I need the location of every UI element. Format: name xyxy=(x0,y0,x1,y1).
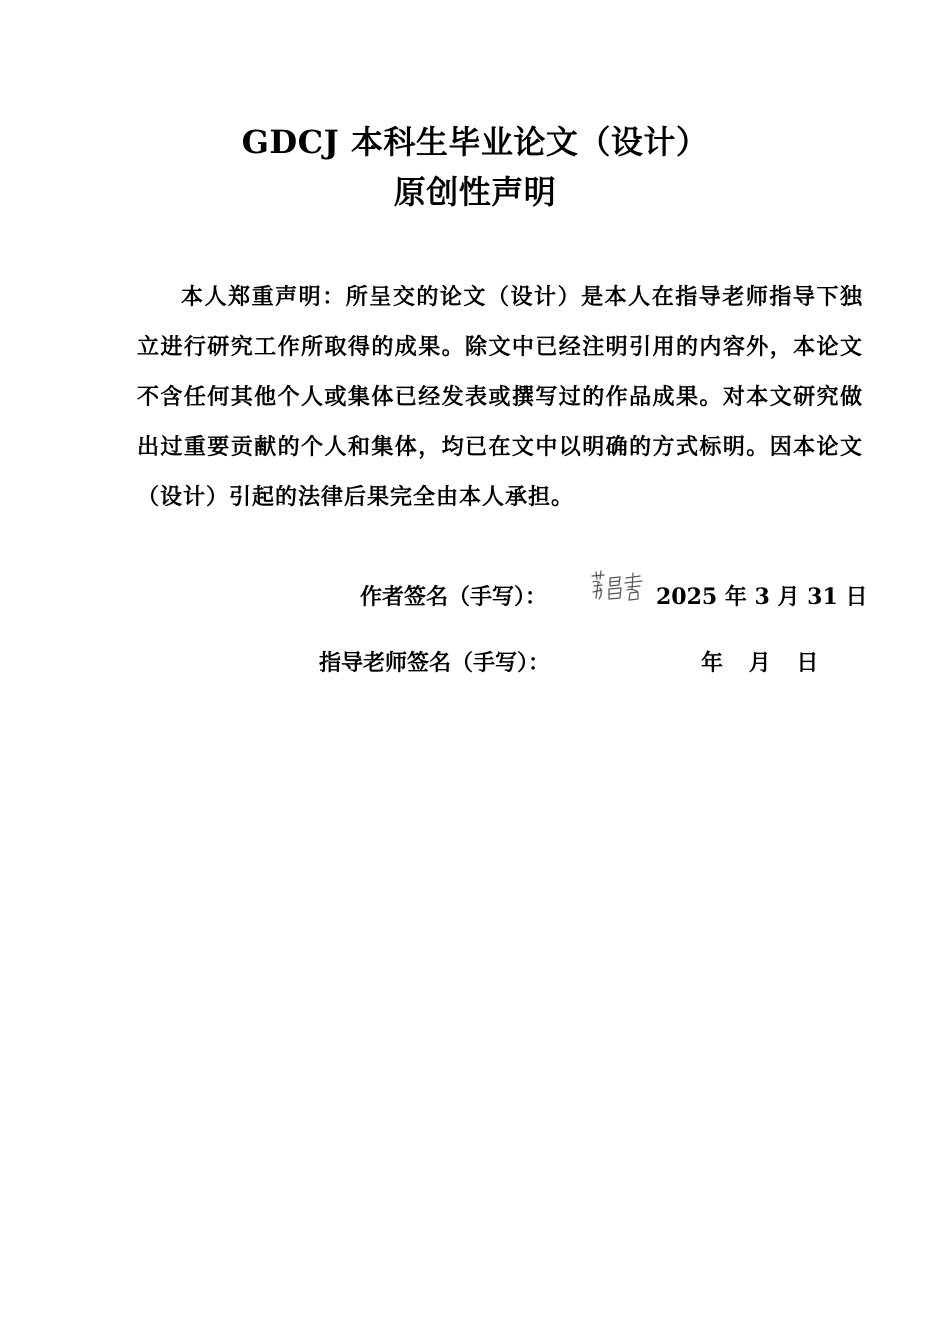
document-subtitle: 原创性声明 xyxy=(393,173,557,211)
author-signature-label: 作者签名（手写）： xyxy=(360,584,548,610)
advisor-signature-date xyxy=(701,648,828,678)
advisor-date-month: 月 xyxy=(748,650,771,676)
document-title: GDCJ 本科生毕业论文（设计） xyxy=(241,123,709,161)
advisor-date-day: 日 xyxy=(796,650,819,676)
advisor-date-year: 年 xyxy=(701,650,724,676)
author-signature-date: 2025 年 3 月 31 日 xyxy=(656,584,868,610)
handwritten-signature xyxy=(588,566,648,606)
declaration-paragraph: 本人郑重声明：所呈交的论文（设计）是本人在指导老师指导下独立进行研究工作所取得的成果。除文中已经注明引用的内容外，本论文不含任何其他个人或集体已经发表或撰写过的作品成果。对本文研究做出过重要贡献的个人和集体，均已在文中以明确的方式标明。因本论文（设计）引起的法律后果完全由本人承担。 xyxy=(137,284,863,510)
advisor-signature-label: 指导老师签名（手写）： xyxy=(319,650,551,676)
